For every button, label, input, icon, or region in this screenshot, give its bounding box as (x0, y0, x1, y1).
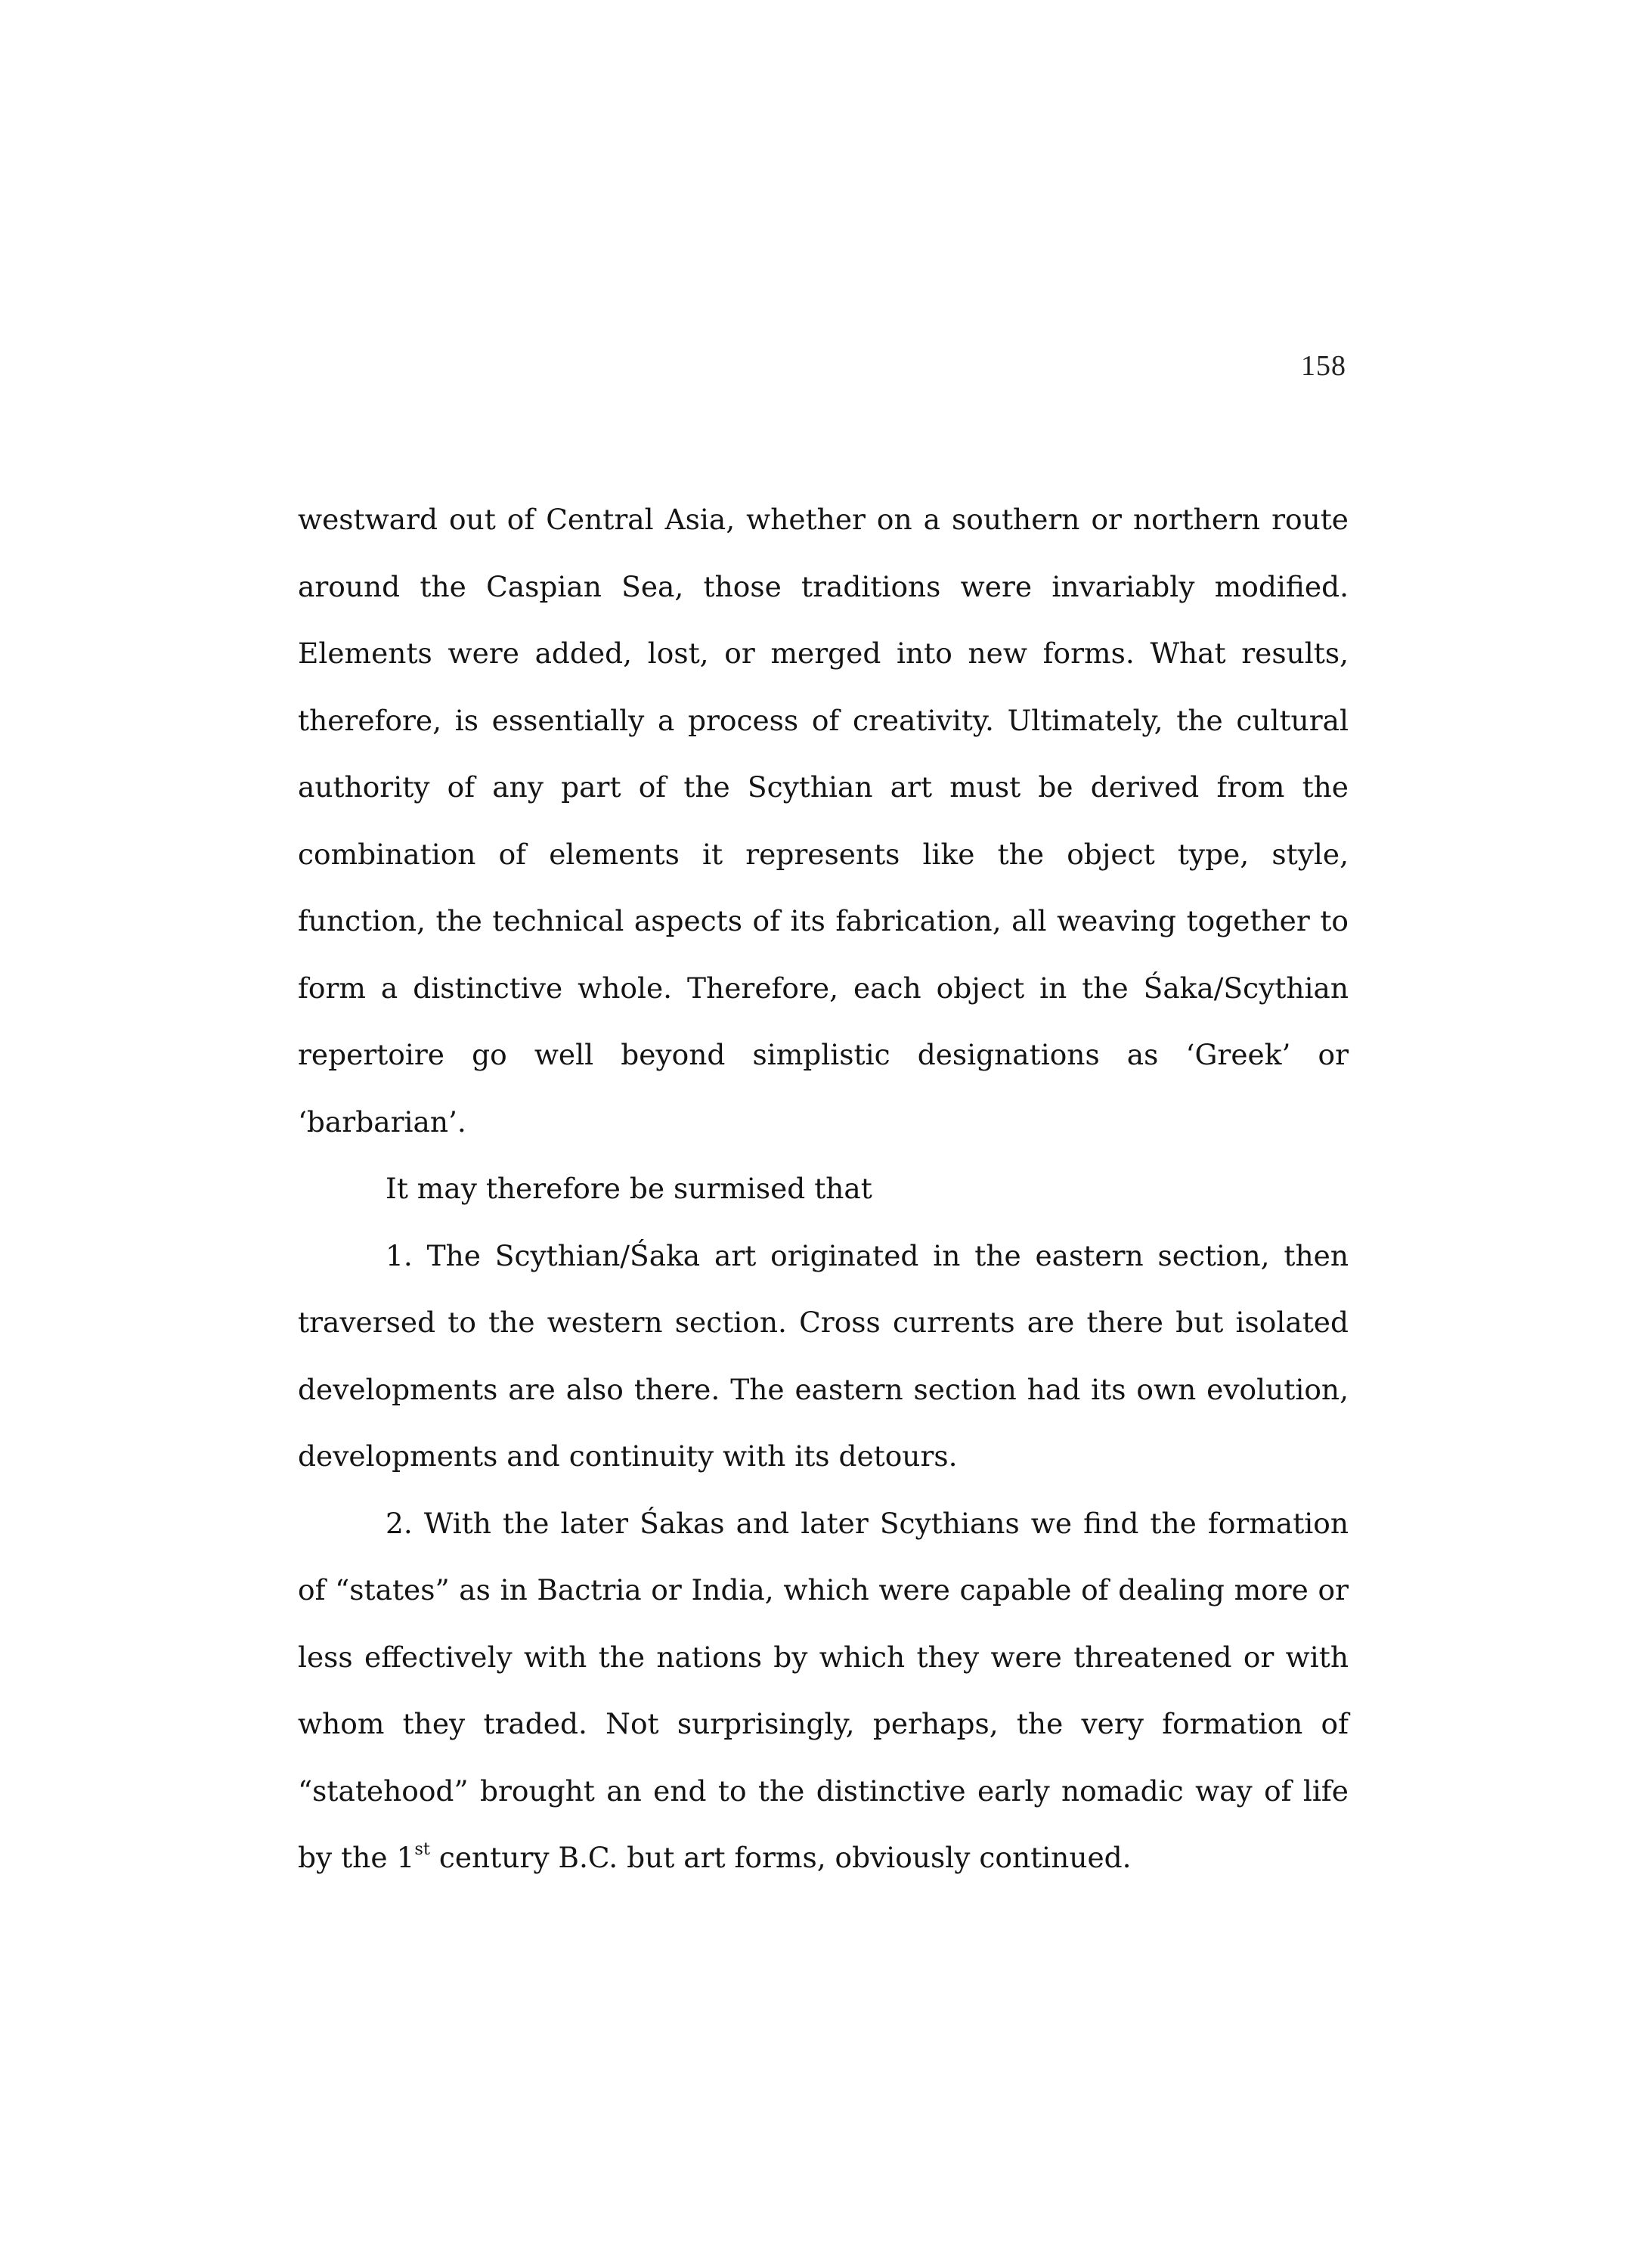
page-body (298, 486, 1349, 1892)
ordinal-superscript: st (414, 1839, 430, 1860)
numbered-point-1: 1. The Scythian/Śaka art originated in the eastern section, then traversed to the western section. Cross currents are there but isolated developments are also there. The eastern section had its own evolution, developments and continuity with its detours. (298, 1238, 1349, 1473)
numbered-point-2-text: 2. With the later Śakas and later Scythians we find the formation of “states” as in Bactria or India, which were capable of dealing more or less effectively with the nations by which they were threatened or with whom they traded. Not surprisingly, perhaps, the very formation of “statehood” brought an end to the distinctive early nomadic way of life by the 1 (298, 1506, 1349, 1874)
page-number: 158 (1301, 350, 1346, 382)
paragraph-lead-in: It may therefore be surmised that (386, 1172, 872, 1205)
numbered-point-2 (298, 1490, 1349, 1892)
numbered-point-2-ending: century B.C. but art forms, obviously continued. (429, 1841, 1132, 1874)
paragraph-continuation: westward out of Central Asia, whether on a southern or northern route around the Caspian Sea, those traditions were invariably modified. Elements were added, lost, or merged into new forms. What results, therefore, is essentially a process of creativity. Ultimately, the cultural authority of any part of the Scythian art must be derived from the combination of elements it represents like the object type, style, function, the technical aspects of its fabrication, all weaving together to form a distinctive whole. Therefore, each object in the Śaka/Scythian repertoire go well beyond simplistic designations as ‘Greek’ or ‘barbarian’. (298, 503, 1349, 1139)
